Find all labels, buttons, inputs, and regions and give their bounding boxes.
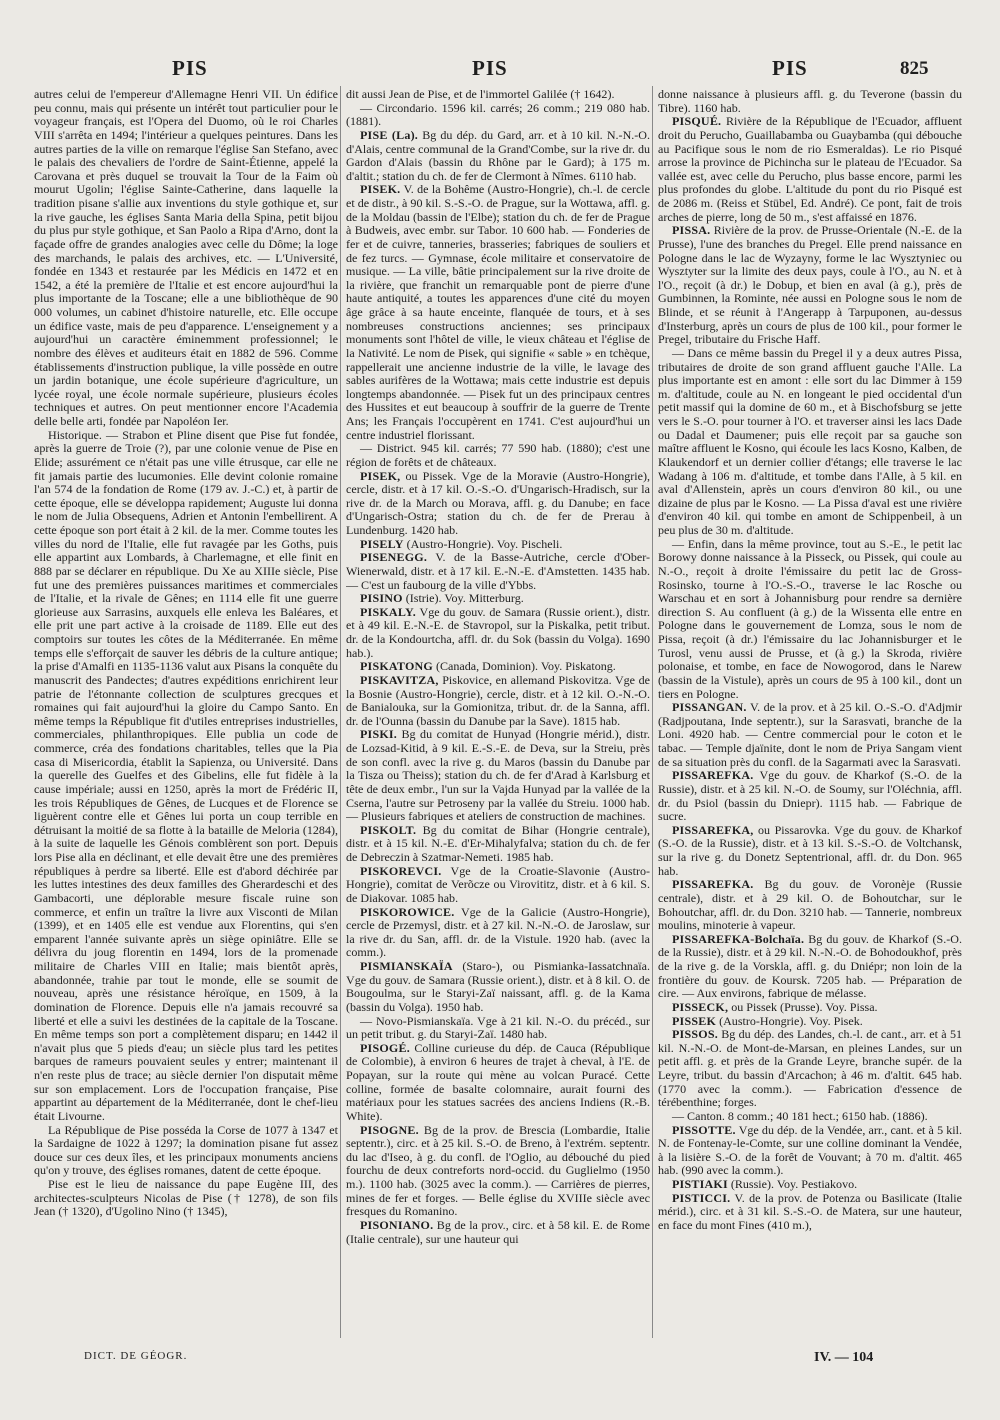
entry: [658, 1178, 962, 1192]
entry-headword: PISKOROWICE.: [360, 904, 455, 919]
text-column-1: [34, 88, 338, 1340]
entry-headword: PISSECK,: [672, 999, 729, 1014]
entry-headword: PISKAVITZA,: [360, 672, 439, 687]
footer-signature: DICT. DE GÉOGR.: [84, 1350, 188, 1362]
entry: [658, 769, 962, 824]
entry-headword: PISELY: [360, 536, 404, 551]
entry-body: Colline curieuse du dép. de Cauca (République de Colombie), à environ 6 heures de trajet à cheval, à l'E. de Popayan, sur la route qui mène au volcan Puracé. Cette colline, formée de basalte colomnaire, aurait fourni des matériaux pour les statues sacrées des anciens Indiens (R.-B. White).: [346, 1040, 650, 1123]
entry-body: Rivière de la prov. de Prusse-Orientale (N.-E. de la Prusse), l'une des branches du Pregel. Elle prend naissance en Pologne dans le lac de Wyzayny, forme le lac Wysztyniec ou Wysztyter sur la limite des deux pays, coule à l'O., au N. et à l'O., reçoit (à dr.) le Dobup, et bien en aval (à g.), près de Gumbinnen, la Rominte, née aussi en Pologne sous le nom de Blinde, et se réunit à l'Angerapp à Tarpuponen, au-dessus d'Insterburg, après un cours de plus de 100 kil., pour former le Pregel, tributaire du Frische Haff.: [658, 223, 962, 347]
entry: [346, 824, 650, 865]
entry-headword: PISEK,: [360, 468, 401, 483]
page-footer: [34, 1350, 974, 1370]
entry-body: V. de la prov. et à 25 kil. O.-S.-O. d'Adjmir (Radjpoutana, Inde septentr.), sur la Sarasvati, branche de la Loni. 4920 hab. — Centre commercial pour le coton et le tabac. — Temple djaïnite, dont le nom de Priya Sangam vient de sa situation près du confl. de la Sagarmati avec la Sarasvati.: [658, 700, 962, 769]
entry-body: (Austro-Hongrie). Voy. Pischeli.: [406, 536, 563, 551]
entry-headword: PISENEGG.: [360, 550, 428, 565]
entry: [346, 470, 650, 538]
entry: [346, 592, 650, 606]
entry: [346, 1124, 650, 1219]
entry-headword: PISSAREFKA.: [672, 768, 754, 783]
entry: [658, 878, 962, 933]
entry-body: Vge du dép. de la Vendée, arr., cant. et à 5 kil. N. de Fontenay-le-Comte, sur une colline dominant la Vendée, à la lisière S.-O. de la forêt de Vouvant; à 70 m. d'altit. 465 hab. (990 avec la comm.).: [658, 1122, 962, 1178]
entry-body: Bg de la prov., circ. et à 58 kil. E. de Rome (Italie centrale), sur une hauteur qui: [346, 1217, 650, 1246]
entry: [346, 129, 650, 184]
entry: [658, 1124, 962, 1179]
entry: [346, 865, 650, 906]
entry-headword: PISKOREVCI.: [360, 863, 442, 878]
entry-headword: PISQUÉ.: [672, 114, 722, 129]
text-column-2: [346, 88, 650, 1340]
entry: [346, 906, 650, 961]
entry-body: (Austro-Hongrie). Voy. Pisek.: [719, 1013, 863, 1028]
entry: [658, 701, 962, 769]
paragraph: — Novo-Pismianskaïa. Vge à 21 kil. N.-O. du précéd., sur un petit tribut. g. du Staryi-Zaï. 1480 hab.: [346, 1013, 650, 1042]
column-divider: [652, 86, 653, 1338]
entry: [346, 551, 650, 592]
paragraph: dit aussi Jean de Pise, et de l'immortel Galilée († 1642).: [346, 88, 615, 101]
entry: [346, 1219, 650, 1246]
entry: [658, 1192, 962, 1233]
entry-headword: PISMIANSKAÏA: [360, 959, 453, 973]
entry: [658, 115, 962, 224]
entry-body: Bg du comitat de Bihar (Hongrie centrale), distr. et à 15 kil. N.-E. d'Er-Mihalyfalva; station du ch. de fer de Debreczin à Szatmar-Nemeti. 1985 hab.: [346, 822, 650, 864]
entry-headword: PISEK.: [360, 182, 401, 197]
entry-headword: PISSOTTE.: [672, 1122, 736, 1137]
entry-body: V. de la Basse-Autriche, cercle d'Ober-Wienerwald, distr. et à 17 kil. E.-N.-E. d'Amstetten. 1435 hab. — C'est un faubourg de la ville d'Ybbs.: [346, 550, 650, 592]
entry-body: (Istrie). Voy. Mitterburg.: [405, 591, 524, 606]
entry-body: Rivière de la République de l'Ecuador, affluent droit du Perucho, Guaillabamba ou Guaybamba (qui débouche au Pacifique sous le nom de rio Esmeraldas). Le rio Pisqué arrose la province de Pichincha sur le plateau de l'Ecuador. Sa vallée est, avec celle du Perucho, plus basse encore, parmi les plus profondes du globe. L'altitude du pont du rio Pisqué est de 2086 m. (Reiss et Stübel, Ed. André). Ce pont, fait de trois arches de pierre, long de 50 m., s'est affaissé en 1876.: [658, 114, 962, 224]
entry-headword: PISOGÉ.: [360, 1040, 410, 1055]
entry-headword: PISKOLT.: [360, 822, 417, 837]
paragraph: autres celui de l'empereur d'Allemagne Henri VII. Un édifice peu connu, mais qui présente un intérêt tout particulier pour le voyageur français, est l'Opera del Duomo, où le roi Charles VIII s'arrêta en 1494; l'intérieur a quelques peintures. Dans les autres parties de la ville on remarque l'église San Stefano, avec le palais des chevaliers de l'ordre de Saint-Étienne, appelé la Carovana et près duquel se trouvait la Tour de la Faim où mourut Ugolin; l'église Sainte-Catherine, dans laquelle la tradition pisane s'allie aux inventions du style gothique et, sur la rive gauche, les églises Santa Maria della Spina, petit bijou du plus pur style gothique, et San Paolo a Ripa d'Arno, dont la façade offre de grandes analogies avec celle du Dôme; la loge des marchands, le palais des archives, etc. — L'Université, fondée en 1343 et restaurée par les Médicis en 1472 et en 1542, a été la première de l'Italie et est encore aujourd'hui la plus importante de la Toscane; elle a une bibliothèque de 90 000 volumes, un cabinet d'histoire naturelle, etc. Elle occupe un édifice vaste, mais de peu d'apparence. L'enseignement y a aujourd'hui un caractère éminemment professionnel; le nombre des élèves et auditeurs était en 1882 de 596. Comme établissements d'instruction publique, la ville possède en outre un jardin botanique, une école supérieure d'agriculture, un lycée royal, une école normale supérieure, plusieurs écoles techniques et autres. On peut mentionner encore l'Academia delle belle arti, fondée par Napoléon Ier.: [34, 88, 338, 428]
entry: [658, 1001, 962, 1015]
footer-volume-sheet: IV. — 104: [814, 1350, 874, 1365]
running-head-right: PIS: [772, 56, 808, 80]
entry: [346, 674, 650, 729]
entry-headword: PISKATONG: [360, 659, 433, 674]
paragraph: — Circondario. 1596 kil. carrés; 26 comm.; 219 080 hab. (1881).: [346, 100, 650, 129]
paragraph: donne naissance à plusieurs affl. g. du Teverone (bassin du Tibre). 1160 hab.: [658, 88, 962, 115]
paragraph: — District. 945 kil. carrés; 77 590 hab. (1880); c'est une région de forêts et de châteaux.: [346, 441, 650, 469]
entry-body: Bg du gouv. de Voronèje (Russie centrale), distr. et à 29 kil. O. de Bohoutchar, sur le Bohoutchar, affl. dr. du Don. 3210 hab. — Tannerie, nombreux moulins, minoterie à vapeur.: [658, 877, 962, 933]
entry-body: Bg de la prov. de Brescia (Lombardie, Italie septentr.), circ. et à 25 kil. S.-O. de Breno, à l'extrém. septentr. du lac d'Iseo, à g. du confl. de l'Oglio, au débouché du pied fourchu de deux contreforts nord-occid. du Guglielmo (1950 m.). 1100 hab. (3025 avec la comm.). — Carrières de pierres, mines de fer et forges. — Belle église du XVIIIe siècle avec fresques du Romanino.: [346, 1122, 650, 1219]
entry-headword: PISSAREFKA-Bolchaïa.: [672, 931, 805, 946]
entry-headword: PISKALY.: [360, 604, 416, 619]
entry: [658, 1015, 962, 1029]
entry: [346, 606, 650, 661]
entry-body: (Canada, Dominion). Voy. Piskatong.: [436, 659, 616, 674]
entry-headword: PISINO: [360, 591, 403, 606]
paragraph: — Dans ce même bassin du Pregel il y a deux autres Pissa, tributaires de droite de son grand affluent gauche l'Alle. La plus importante est en amont : elle sort du lac Dimmer à 159 m. d'altitude, coule au N. en longeant le pied occidental d'un petit massif qui la domine de 60 m., et à Bischofsburg se jette vers le S.-O. pour tourner à l'O. et traverser ainsi les lacs Dade ou Dadal et Daumener; puis elle reçoit par sa gauche son maître affluent le Kosno, qui écoule les lacs Kosno, Kalben, de Klaukendorf et un dernier collier d'étangs; elle traverse le lac Wadang à 106 m. d'altitude, et tombe dans l'Alle, à 5 kil. en aval d'Allenstein, après un cours d'environ 80 kil., ou une dizaine de plus par le Kosno. — La Pissa d'aval est une rivière d'environ 40 kil. qui tombe en amont de Schippenbeil, à un peu plus de 30 m. d'altitude.: [658, 345, 962, 537]
entry-body: Bg du comitat de Hunyad (Hongrie mérid.), distr. de Lozsad-Kitid, à 9 kil. E.-S.-E. de Deva, sur la Streiu, près de son confl. avec la rive g. du Maros (bassin du Danube par la Tisza ou Theiss); station du ch. de fer d'Arad à Karlsburg et tête de deux embr., l'un sur la Vajda Hunyad par la vallée de la Cserna, l'autre sur Petroseny par la vallée du Streiu. 1000 hab. — Plusieurs fabriques et ateliers de construction de machines.: [346, 727, 650, 824]
entry-headword: PISOGNE.: [360, 1122, 419, 1137]
running-head-left: PIS: [172, 56, 208, 80]
paragraph: — Canton. 8 comm.; 40 181 hect.; 6150 hab. (1886).: [672, 1108, 928, 1123]
entry-headword: PISKI.: [360, 727, 398, 742]
entry-body: ou Pissarovka. Vge du gouv. de Kharkof (S.-O. de la Russie), distr. et à 13 kil. S.-S.-O. de Voltchansk, sur la rive g. du Donetz Septentrional, affl. dr. du Don. 965 hab.: [658, 822, 962, 878]
entry-body: Vge de la Galicie (Austro-Hongrie), cercle de Przemysl, distr. et à 27 kil. N.-N.-O. de Jaroslaw, sur la rive dr. du San, affl. dr. de la Vistule. 1920 hab. (avec la comm.).: [346, 904, 650, 960]
entry: [346, 1042, 650, 1124]
entry-headword: PISE (La).: [360, 127, 419, 142]
page-number: 825: [900, 58, 929, 79]
paragraph: Historique. — Strabon et Pline disent que Pise fut fondée, après la guerre de Troie (?), par une colonie venue de Pise en Elide; assurément ce n'était pas une ville étrusque, car elle ne fit jamais partie des lucumonies. Elle devint colonie romaine l'an 574 de la fondation de Rome (179 av. J.-C.) et, à partir de cette époque, elle se développa rapidement; Auguste lui donna le nom de Julia Obsequens, Adrien et Antonin l'embellirent. A cette époque son port était à 2 kil. de la mer. Comme toutes les villes du nord de l'Italie, elle fut ravagée par les Goths, puis elle appartint aux Lombards, à Charlemagne, et elle finit en 888 par se déclarer en république. Du Xe au XIIIe siècle, Pise fut une des premières puissances maritimes et commerciales de l'Italie, et la rivale de Gênes; en 1114 elle fit une guerre glorieuse aux Sarrasins, auxquels elle enleva les Baléares, et elle prit une part active à la croisade de 1189. Elle eut des comptoirs sur toutes les côtes de la Méditerranée. En même temps elle s'efforçait de sauver les débris de la culture antique; la prise d'Amalfi en 1135-1136 valut aux Pisans la conquête du manuscrit des Pandectes; d'autres expéditions enrichirent leur patrie de l'étonnante collection de sculptures grecques et romaines qui fait aujourd'hui la gloire du Campo Santo. En même temps la République fit d'utiles entreprises industrielles, commerciales, philanthropiques. Elle publia un code de commerce, créa des fondations charitables, telles que la Pia casa di Misericordia, établit la Sapienza, ou Université. Dans la querelle des Guelfes et des Gibelins, elle fut fidèle à la cause impériale; aussi en 1250, après la mort de Frédéric II, les trois Républiques de Gênes, de Lucques et de Florence se liguèrent contre elle et Gênes lui porta un coup terrible en détruisant la moitié de sa flotte à la bataille de Meloria (1284), à la suite de laquelle les Génois comblèrent son port. Depuis lors Pise alla en déclinant, et elle devait être une des premières républiques à perdre sa liberté. Elle est d'abord déchirée par les luttes intestines des deux familles des Gherardeschi et des Gambacorti, une déplorable mesure fiscale ruine son commerce, et enfin un traître la livre aux Visconti de Milan (1399), et en 1405 elle est vendue aux Florentins, qui s'en emparent l'année suivante après un siège opiniâtre. Elle se délivra du joug florentin en 1494, lors de la promenade militaire de Charles VIII en Italie; mais bientôt après, abandonnée, trahie par tout le monde, elle se soumit de nouveau, après une résistance héroïque, en 1509, à la domination de Florence. Depuis elle n'a jamais recouvré sa liberté et elle a suivi les destinées de la capitale de la Toscane. En même temps son port a complètement disparu; en 1442 il n'avait plus que 5 pieds d'eau; un siècle plus tard les petites barques de rameurs pouvaient seules y entrer; maintenant il n'en reste plus de trace; au siècle dernier l'on disputait même sur son emplacement. Lors de l'occupation française, Pise appartint au département de la Méditerranée, dont le chef-lieu était Livourne.: [34, 427, 338, 1123]
entry-headword: PISSOS.: [672, 1027, 718, 1042]
entry-body: V. de la prov. de Potenza ou Basilicate (Italie mérid.), circ. et à 31 kil. S.-S.-O. de Matera, sur une hauteur, en face du mont Fines (410 m.),: [658, 1190, 962, 1232]
entry-body: Bg du dép. des Landes, ch.-l. de cant., arr. et à 51 kil. N.-N.-O. de Mont-de-Marsan, en pleines Landes, sur un petit affl. g. et près de la Grande Leyre, branche supér. de la Leyre, tribut. du bassin d'Arcachon; à 46 m. d'altit. 645 hab. (1770 avec la comm.). — Fabrication d'essence de térébenthine; forges.: [658, 1027, 962, 1110]
entry: [346, 183, 650, 442]
entry-headword: PISSAREFKA,: [672, 822, 754, 837]
entry: [658, 933, 962, 1001]
paragraph: — Enfin, dans la même province, tout au S.-E., le petit lac Borowy donne naissance à la Pisseck, ou Pissek, qui coule au N.-O., reçoit à droite l'émissaire du petit lac de Gross-Rosinsko, tourne à l'O.-S.-O., traverse le lac Rosche ou Warschau et en sort à Johannisburg pour rendre sa dernière direction S. Au confluent (à g.) de la Wissenta elle entre en Pologne dans le gouvernement de Lomza, sous le nom de Pissa, reçoit (à dr.) l'émissaire du lac Johannisburger et le Turosl, venu aussi de Prusse, et (à g.) la Skroda, rivière polonaise, et tombe, en face de Nowogorod, dans le Narew (bassin de la Vistule), après un cours de 95 à 100 kil., dont un tiers en Pologne.: [658, 536, 962, 701]
entry: [658, 824, 962, 879]
entry-body: ou Pissek. Vge de la Moravie (Austro-Hongrie), cercle, distr. et à 17 kil. O.-S.-O. d'Ungarisch-Hradisch, sur la rive dr. de la March ou Morava, affl. g. du Danube; en face d'Ungarisch-Ostra; station du ch. de fer de Prerau à Lundenburg. 1420 hab.: [346, 468, 650, 537]
entry-headword: PISTIAKI: [672, 1177, 728, 1191]
paragraph: La République de Pise posséda la Corse de 1077 à 1347 et la Sardaigne de 1022 à 1297; la domination pisane fut assez douce sur ces deux îles, et les principaux monuments anciens qu'on y trouve, des églises romanes, datent de cette époque.: [34, 1122, 338, 1178]
entry: [658, 224, 962, 347]
entry: [346, 538, 650, 552]
column-divider: [340, 86, 341, 1338]
entry-headword: PISSEK: [672, 1013, 717, 1028]
entry-body: Vge de la Croatie-Slavonie (Austro-Hongrie), comitat de Verõcze ou Virovititz, distr. et à 6 kil. S. de Diakovar. 1085 hab.: [346, 863, 650, 905]
entry-headword: PISTICCI.: [672, 1190, 731, 1205]
entry-body: Vge du gouv. de Kharkof (S.-O. de la Russie), distr. et à 25 kil. N.-O. de Soumy, sur l'Oléchnia, affl. dr. du Psiol (bassin du Dniepr). 1115 hab. — Fabrique de sucre.: [658, 768, 962, 824]
entry: [346, 728, 650, 823]
entry: [346, 960, 650, 1015]
entry-body: (Russie). Voy. Pestiakovo.: [730, 1177, 858, 1191]
entry-headword: PISONIANO.: [360, 1217, 434, 1232]
text-column-3: [658, 88, 962, 1340]
entry-body: Bg du gouv. de Kharkof (S.-O. de la Russie), distr. et à 29 kil. N.-N.-O. de Bohodoukhof, près de la rive g. de la Vorskla, affl. g. du Dniépr; non loin de la frontière du gouv. de Koursk. 7205 hab. — Préparation de cire. — Aux environs, fabrique de mélasse.: [658, 931, 962, 1001]
entry-body: (Staro-), ou Pismianka-Iassatchnaïa. Vge du gouv. de Samara (Russie orient.), distr. et à 8 kil. O. de Bougoulma, sur le Staryi-Zaï naissant, affl. g. de la Kama (bassin du Volga). 1950 hab.: [346, 959, 650, 1014]
paragraph: Pise est le lieu de naissance du pape Eugène III, des architectes-sculpteurs Nicolas de Pise († 1278), de son fils Jean († 1320), d'Ugolino Nino († 1345),: [34, 1177, 338, 1219]
entry-body: ou Pissek (Prusse). Voy. Pissa.: [731, 999, 878, 1014]
entry-headword: PISSAREFKA.: [672, 877, 754, 892]
entry-body: Vge du gouv. de Samara (Russie orient.), distr. et à 49 kil. E.-N.-E. de Stavropol, sur la Piskalka, petit tribut. dr. de la Kondourtcha, affl. dr. du Sok (bassin du Volga). 1690 hab.).: [346, 604, 650, 660]
running-head: [150, 56, 870, 84]
entry: [346, 660, 650, 674]
entry-body: Bg du dép. du Gard, arr. et à 10 kil. N.-N.-O. d'Alais, centre communal de la Grand'Combe, sur la rive dr. du Gardon d'Alais (bassin du Rhône par le Gard); à 175 m. d'altit.; station du ch. de fer de Clermont à Nîmes. 6110 hab.: [346, 127, 650, 183]
entry: [658, 1028, 962, 1110]
entry-body: Piskovice, en allemand Piskovitza. Vge de la Bosnie (Austro-Hongrie), cercle, distr. et à 12 kil. O.-N.-O. de Banialouka, sur la Gomionitza, tribut. dr. de la Sanna, affl. dr. de l'Ounna (bassin du Danube par la Save). 1815 hab.: [346, 672, 650, 728]
entry-headword: PISSANGAN.: [672, 700, 747, 715]
entry-body: V. de la Bohême (Austro-Hongrie), ch.-l. de cercle et de distr., à 90 kil. S.-S.-O. de Prague, sur la Wottawa, affl. g. de la Moldau (bassin de l'Elbe); station du ch. de fer de Prague à Budweis, avec embr. sur Tabor. 10 600 hab. — Fonderies de fer et de cuivre, tanneries, brasseries; fabriques de souliers et de fez turcs. — Gymnase, école militaire et conservatoire de musique. — La ville, bâtie principalement sur la rive droite de la rivière, que franchit un remarquable pont de pierre d'une haute antiquité, a toutes les apparences d'une cité du moyen âge grâce à sa haute enceinte, flanquée de tours, et à ses nombreuses constructions anciennes; ses principaux monuments sont l'hôtel de ville, le vieux château et l'église de la Nativité. Le nom de Pisek, qui signifie « sable » en tchèque, rappellerait une ancienne industrie de la ville, le lavage des sables aurifères de la Wottawa; mais cette industrie est depuis longtemps abandonnée. — Pisek fut un des principaux centres des Hussites et eut beaucoup à souffrir de la guerre de Trente Ans; les Français l'occupèrent en 1741. C'est aujourd'hui un centre industriel florissant.: [346, 182, 650, 442]
entry-headword: PISSA.: [672, 223, 711, 238]
running-head-middle: PIS: [472, 56, 508, 80]
